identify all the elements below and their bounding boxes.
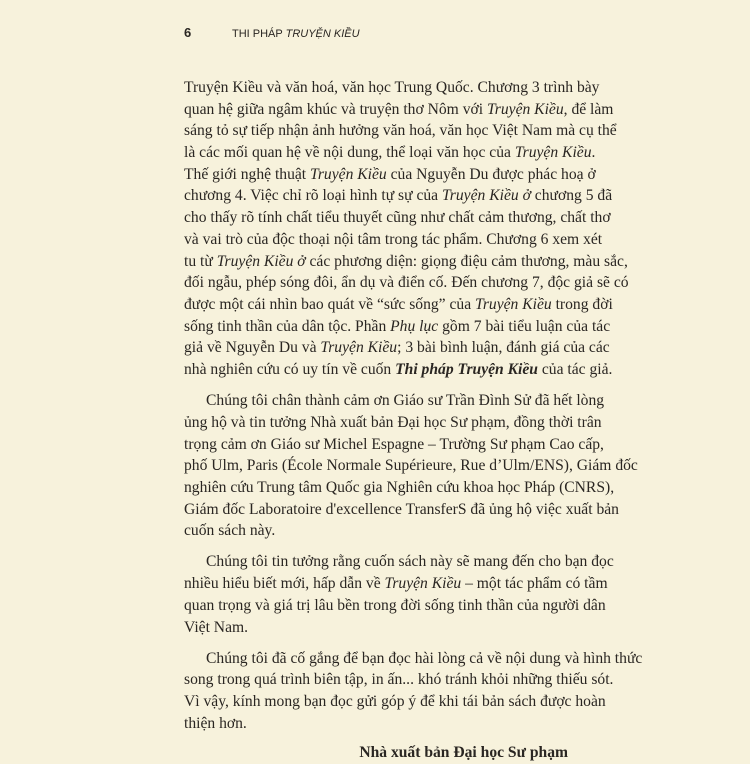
- text-run: ; 3 bài bình luận, đánh giá của các: [397, 339, 610, 357]
- text-run: là các mối quan hệ về nội dung, thể loại văn học của: [184, 144, 515, 162]
- text-line: [184, 337, 610, 359]
- header-title: [232, 28, 360, 40]
- text-run: sáng tỏ sự tiếp nhận ảnh hưởng văn hoá, văn học Việt Nam mà cụ thể: [184, 122, 617, 140]
- text-line: [184, 617, 568, 639]
- page-number: 6: [184, 25, 192, 40]
- italic-text: Truyện Kiều: [320, 339, 398, 357]
- text-run: Thế giới nghệ thuật: [184, 165, 311, 183]
- text-line: [184, 499, 619, 521]
- text-run: Giám đốc Laboratoire d'excellence TransferS đã ủng hộ việc xuất bản: [184, 500, 619, 518]
- text-run: và vai trò của độc thoại nội tâm trong tác phẩm. Chương 6 xem xét: [184, 230, 603, 248]
- text-line: [184, 412, 602, 434]
- text-run: Chúng tôi chân thành cảm ơn Giáo sư Trần Đình Sử đã hết lòng: [206, 392, 605, 410]
- header-title-plain: THI PHÁP: [232, 28, 286, 40]
- text-line: [184, 455, 638, 477]
- text-run: chương 4. Việc chỉ rõ loại hình tự sự của: [184, 187, 442, 205]
- text-run: được một cái nhìn bao quát về “sức sống” của: [184, 295, 476, 313]
- text-line: [184, 669, 614, 691]
- text-line: [184, 272, 629, 294]
- text-run: trọng cảm ơn Giáo sư Michel Espagne – Trường Sư phạm Cao cấp,: [184, 435, 604, 453]
- text-run: quan hệ giữa ngâm khúc và truyện thơ Nôm với: [184, 100, 487, 118]
- text-run: cho thấy rõ tính chất tiểu thuyết cũng như chất cảm thương, chất thơ: [184, 209, 611, 227]
- italic-text: Truyện Kiều: [475, 295, 552, 313]
- text-run: giả về Nguyễn Du và: [184, 339, 321, 357]
- text-run: phố Ulm, Paris (École Normale Supérieure, Rue d’Ulm/ENS), Giám đốc: [184, 457, 638, 475]
- text-run: của Nguyễn Du được phác hoạ ở: [386, 165, 596, 183]
- text-run: , để làm: [563, 100, 614, 118]
- running-header: [184, 25, 360, 40]
- text-line: [184, 142, 596, 164]
- signature: Nhà xuất bản Đại học Sư phạm: [359, 743, 568, 761]
- text-line: [184, 648, 643, 670]
- text-run: nhà nghiên cứu có uy tín về cuốn: [184, 360, 396, 378]
- text-line: [184, 691, 606, 713]
- text-run: chương 5 đã: [530, 187, 613, 205]
- text-run: Truyện Kiều và văn hoá, văn học Trung Quốc. Chương 3 trình bày: [184, 79, 600, 96]
- text-run: nghiên cứu Trung tâm Quốc gia Nghiên cứu khoa học Pháp (CNRS),: [184, 478, 615, 496]
- text-line: [184, 713, 568, 735]
- italic-text: Truyện Kiều: [486, 100, 564, 118]
- paragraph: [184, 648, 643, 735]
- text-run: ủng hộ và tin tưởng Nhà xuất bản Đại học Sư phạm, đồng thời trân: [184, 413, 602, 431]
- italic-text: Truyện Kiều: [514, 144, 592, 162]
- text-line: [184, 520, 568, 542]
- text-line: [184, 185, 613, 207]
- text-run: sống tinh thần của dân tộc. Phần: [184, 317, 391, 335]
- text-run: trong đời: [551, 295, 613, 313]
- bold-italic-title: Thi pháp Truyện Kiều: [395, 360, 538, 378]
- text-run: song trong quá trình biên tập, in ấn... khó tránh khỏi những thiếu sót.: [184, 671, 614, 689]
- text-line: [184, 120, 617, 142]
- text-run: – một tác phẩm có tầm: [461, 575, 608, 593]
- text-line: [184, 77, 600, 99]
- text-run: của tác giả.: [537, 360, 613, 378]
- text-line: [184, 294, 613, 316]
- paragraph: [184, 77, 629, 381]
- text-line: [184, 434, 604, 456]
- text-run: gồm 7 bài tiểu luận của tác: [438, 317, 611, 335]
- text-line: [184, 359, 613, 381]
- text-line: [184, 390, 605, 412]
- text-line: [184, 573, 608, 595]
- text-run: quan trọng và giá trị lâu bền trong đời sống tinh thần của người dân: [184, 596, 606, 614]
- paragraph: [184, 551, 614, 638]
- paragraph: [184, 390, 638, 542]
- text-run: Chúng tôi tin tưởng rằng cuốn sách này sẽ mang đến cho bạn đọc: [206, 553, 614, 571]
- text-run: đối ngẫu, phép sóng đôi, ẩn dụ và điển cố. Đến chương 7, độc giả sẽ có: [184, 274, 629, 292]
- text-line: [184, 164, 596, 186]
- italic-text: Phụ lục: [390, 317, 439, 335]
- text-line: [184, 477, 615, 499]
- text-run: tu từ: [184, 252, 217, 270]
- text-run: .: [591, 144, 596, 162]
- header-title-italic: TRUYỆN KIỀU: [285, 28, 360, 40]
- text-line: [184, 229, 603, 251]
- text-line: [184, 551, 614, 573]
- text-line: [184, 207, 611, 229]
- page-body: [184, 77, 643, 764]
- italic-text: Truyện Kiều: [310, 165, 387, 183]
- italic-text: Truyện Kiều: [384, 575, 462, 593]
- italic-text: Truyện Kiều ở: [442, 187, 531, 205]
- text-run: các phương diện: giọng điệu cảm thương, màu sắc,: [305, 252, 628, 270]
- paragraphs: [184, 77, 643, 734]
- text-run: nhiều hiểu biết mới, hấp dẫn về: [184, 575, 385, 593]
- text-run: thiện hơn.: [184, 714, 247, 732]
- text-run: Chúng tôi đã cố gắng để bạn đọc hài lòng cả về nội dung và hình thức: [206, 649, 643, 667]
- text-line: [184, 595, 606, 617]
- text-line: [184, 251, 628, 273]
- text-line: [184, 99, 614, 121]
- italic-text: Truyện Kiều ở: [216, 252, 306, 270]
- text-run: cuốn sách này.: [184, 522, 276, 540]
- text-run: Vì vậy, kính mong bạn đọc gửi góp ý để khi tái bản sách được hoàn: [184, 693, 606, 711]
- text-run: Việt Nam.: [184, 618, 249, 636]
- text-line: [184, 316, 611, 338]
